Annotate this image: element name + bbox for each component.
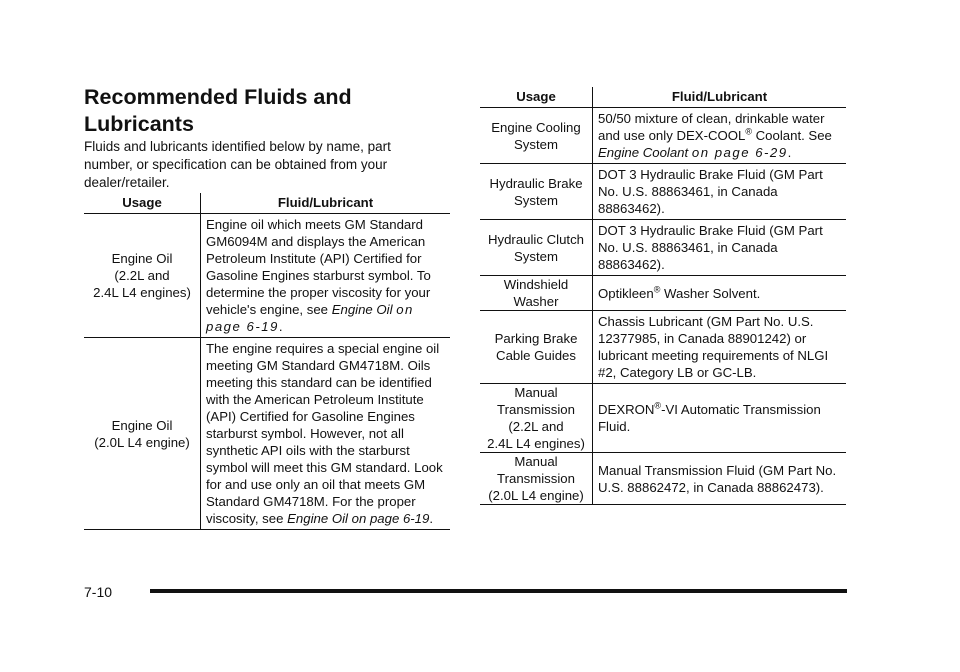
- usage-column-header: Usage: [480, 87, 593, 108]
- usage-cell: [480, 276, 593, 311]
- usage-cell: [480, 108, 593, 164]
- usage-cell: [480, 453, 593, 505]
- usage-cell: [84, 214, 201, 338]
- usage-label: Parking Brake Cable Guides: [494, 331, 578, 363]
- registered-mark: ®: [745, 126, 752, 137]
- cross-reference-page[interactable]: on page 6‑29: [691, 145, 788, 160]
- fluid-text: DOT 3 Hydraulic Brake Fluid (GM Part No. U.S. 88863461, in Canada 88863462).: [598, 223, 823, 272]
- sentence-end: .: [429, 511, 434, 526]
- fluid-text: The engine requires a special engine oil meeting GM Standard GM4718M. Oils meeting this standard can be identified with the American Petroleum Institute (API) Certified for Gasoline Engines starburst symbol. However, not all synthetic API oils with the starburst symbol will meet this GM standard. Look for and use only an oil that meets GM Standard GM4718M. For the proper viscosity, see: [206, 341, 443, 526]
- usage-column-header: Usage: [84, 193, 201, 214]
- sentence-end: .: [787, 145, 792, 160]
- fluid-text-continued: -VI Automatic Transmission Fluid.: [598, 402, 821, 434]
- cross-reference-page[interactable]: on page 6‑19: [206, 302, 414, 334]
- usage-label: Hydraulic Clutch System: [487, 231, 584, 264]
- usage-label: Engine Oil (2.2L and 2.4L L4 engines): [93, 251, 191, 300]
- table-header-row: [84, 193, 450, 214]
- usage-cell: [480, 164, 593, 220]
- fluids-table-right: [480, 87, 846, 505]
- table-row: [480, 108, 846, 164]
- fluid-cell: [593, 108, 847, 164]
- fluid-cell: [593, 164, 847, 220]
- fluid-cell: [593, 220, 847, 276]
- page-title: Recommended Fluids and Lubricants: [84, 85, 352, 136]
- fluid-cell: [201, 214, 451, 338]
- usage-label: Engine Cooling System: [491, 119, 581, 152]
- registered-mark: ®: [653, 284, 661, 295]
- fluid-column-header: Fluid/Lubricant: [201, 193, 451, 214]
- fluid-cell: [593, 384, 847, 453]
- usage-cell: [480, 384, 593, 453]
- page-number: 7-10: [84, 584, 113, 600]
- table-row: [84, 338, 450, 530]
- fluid-text: Chassis Lubricant (GM Part No. U.S. 12377985, in Canada 88901242) or lubricant meeting requirements of NLGI #2, Category LB or GC-LB.: [598, 314, 829, 380]
- table-row: [480, 453, 846, 505]
- intro-paragraph: Fluids and lubricants identified below by name, part number, or specification can be obtained from your dealer/retailer.: [84, 139, 391, 190]
- usage-cell: [84, 338, 201, 530]
- fluid-cell: [201, 338, 451, 530]
- registered-mark: ®: [654, 400, 662, 411]
- fluid-text: 50/50 mixture of clean, drinkable water and use only DEX-COOL: [598, 111, 825, 143]
- table-row: [480, 164, 846, 220]
- fluid-text-continued: Coolant. See: [751, 128, 832, 143]
- fluid-text: Optikleen: [598, 285, 654, 301]
- sentence-end: .: [278, 319, 283, 334]
- usage-label: Manual Transmission (2.0L L4 engine): [488, 454, 584, 503]
- fluid-text: Engine oil which meets GM Standard GM6094M and displays the American Petroleum Institute (API) Certified for Gasoline Engines starburst symbol. To determine the proper viscosity for your vehicle's engine, see: [206, 217, 431, 317]
- footer-rule: [150, 589, 847, 593]
- table-row: [480, 311, 846, 384]
- usage-label: Manual Transmission (2.2L and 2.4L L4 engines): [487, 385, 585, 451]
- fluid-text: Manual Transmission Fluid (GM Part No. U.S. 88862472, in Canada 88862473).: [598, 462, 837, 495]
- cross-reference-link[interactable]: Engine Oil on page 6‑19: [287, 511, 430, 526]
- fluid-text: DEXRON: [598, 402, 655, 417]
- table-header-row: [480, 87, 846, 108]
- fluid-cell: [593, 276, 847, 311]
- fluid-text-continued: Washer Solvent.: [660, 285, 761, 301]
- table-row: [480, 276, 846, 311]
- usage-label: Engine Oil (2.0L L4 engine): [94, 417, 190, 450]
- cross-reference-link[interactable]: Engine Oil: [331, 302, 393, 317]
- usage-label: Hydraulic Brake System: [489, 175, 583, 208]
- cross-reference-link[interactable]: Engine Coolant: [598, 145, 689, 160]
- fluids-table-left: [84, 193, 450, 530]
- usage-cell: [480, 220, 593, 276]
- table-row: [480, 220, 846, 276]
- usage-label: Windshield Washer: [503, 277, 569, 309]
- usage-cell: [480, 311, 593, 384]
- table-row: [480, 384, 846, 453]
- fluid-column-header: Fluid/Lubricant: [593, 87, 847, 108]
- fluid-cell: [593, 453, 847, 505]
- table-row: [84, 214, 450, 338]
- fluid-cell: [593, 311, 847, 384]
- fluid-text: DOT 3 Hydraulic Brake Fluid (GM Part No. U.S. 88863461, in Canada 88863462).: [598, 167, 823, 216]
